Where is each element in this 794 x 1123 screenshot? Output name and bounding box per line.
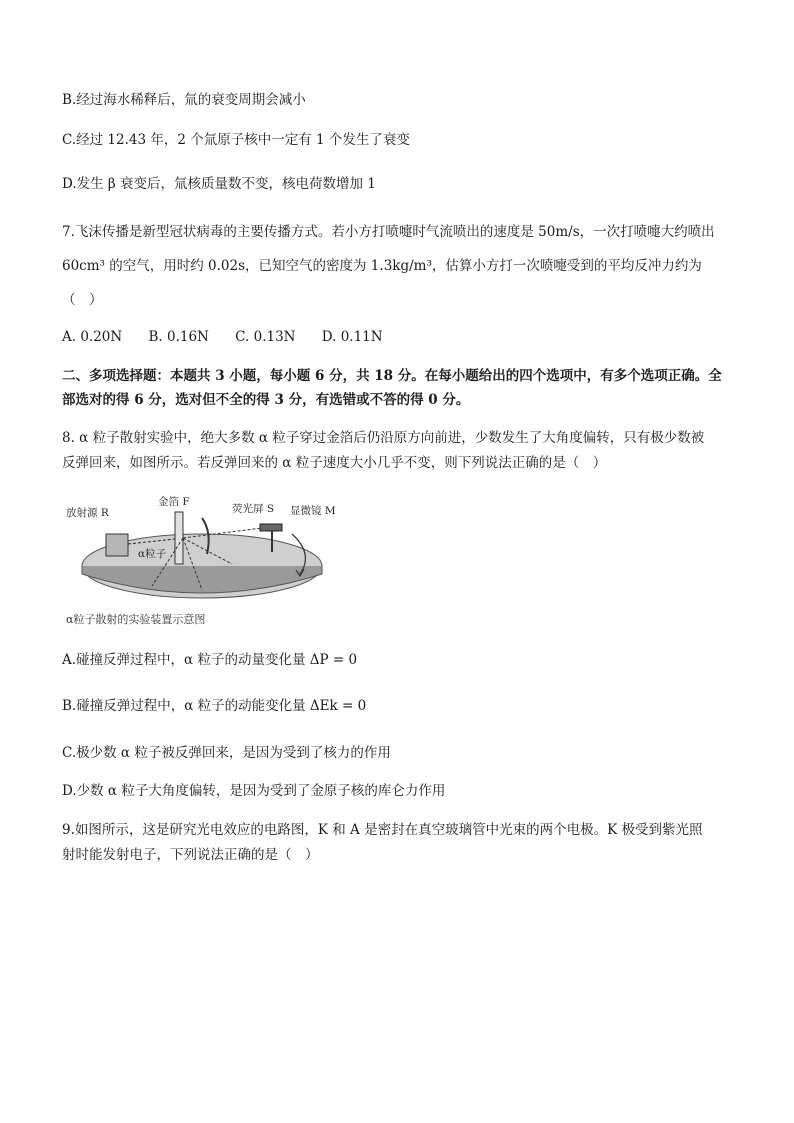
q9-text-line1: 9.如图所示，这是研究光电效应的电路图，K 和 A 是密封在真空玻璃管中光束的两个电极。K 极受到紫光照 xyxy=(62,822,703,838)
label-screen: 荧光屏 S xyxy=(232,503,275,515)
q9-text-line2: 射时能发射电子，下列说法正确的是（ ） xyxy=(62,847,319,863)
label-foil: 金箔 F xyxy=(158,496,190,508)
figure-caption: α粒子散射的实验装置示意图 xyxy=(66,613,206,626)
q8-option-a: A.碰撞反弹过程中，α 粒子的动量变化量 ΔP = 0 xyxy=(62,652,358,668)
q7-option-c: C. 0.13N xyxy=(235,329,296,345)
q7-option-d: D. 0.11N xyxy=(321,329,383,345)
label-source: 放射源 R xyxy=(66,507,109,519)
section2-heading-line1: 二、多项选择题：本题共 3 小题，每小题 6 分，共 18 分。在每小题给出的四个选项中，有多个选项正确。全 xyxy=(62,368,722,384)
q6-option-d: D.发生 β 衰变后，氚核质量数不变，核电荷数增加 1 xyxy=(62,176,376,192)
q7-text-line3: （ ） xyxy=(62,292,103,308)
q6-option-b: B.经过海水稀释后，氚的衰变周期会减小 xyxy=(62,92,306,108)
q8-option-b: B.碰撞反弹过程中，α 粒子的动能变化量 ΔEk = 0 xyxy=(62,698,367,714)
q8-text-line1: 8. α 粒子散射实验中，绝大多数 α 粒子穿过金箔后仍沿原方向前进，少数发生了大角度偏转，只有极少数被 xyxy=(62,430,705,446)
q8-option-c: C.极少数 α 粒子被反弹回来，是因为受到了核力的作用 xyxy=(62,745,391,761)
label-alpha: α粒子 xyxy=(138,548,167,560)
q7-text-line2: 60cm³ 的空气，用时约 0.02s，已知空气的密度为 1.3kg/m³，估算小方打一次喷嚏受到的平均反冲力约为 xyxy=(62,258,702,274)
q6-option-c: C.经过 12.43 年，2 个氚原子核中一定有 1 个发生了衰变 xyxy=(62,132,410,148)
q7-text-line1: 7.飞沫传播是新型冠状病毒的主要传播方式。若小方打喷嚏时气流喷出的速度是 50m/s，一次打喷嚏大约喷出 xyxy=(62,224,715,240)
q8-option-d: D.少数 α 粒子大角度偏转，是因为受到了金原子核的库仑力作用 xyxy=(62,783,446,799)
gold-foil xyxy=(175,512,183,564)
label-microscope: 显微镜 M xyxy=(290,505,336,517)
q7-option-b: B. 0.16N xyxy=(148,329,209,345)
q7-option-a: A. 0.20N xyxy=(62,329,123,345)
microscope xyxy=(260,524,282,531)
q7-options xyxy=(62,327,405,347)
section2-heading-line2: 部选对的得 6 分，选对但不全的得 3 分，有选错或不答的得 0 分。 xyxy=(62,392,470,408)
q8-text-line2: 反弹回来，如图所示。若反弹回来的 α 粒子速度大小几乎不变，则下列说法正确的是（ ） xyxy=(62,455,607,471)
source-box xyxy=(106,534,128,556)
